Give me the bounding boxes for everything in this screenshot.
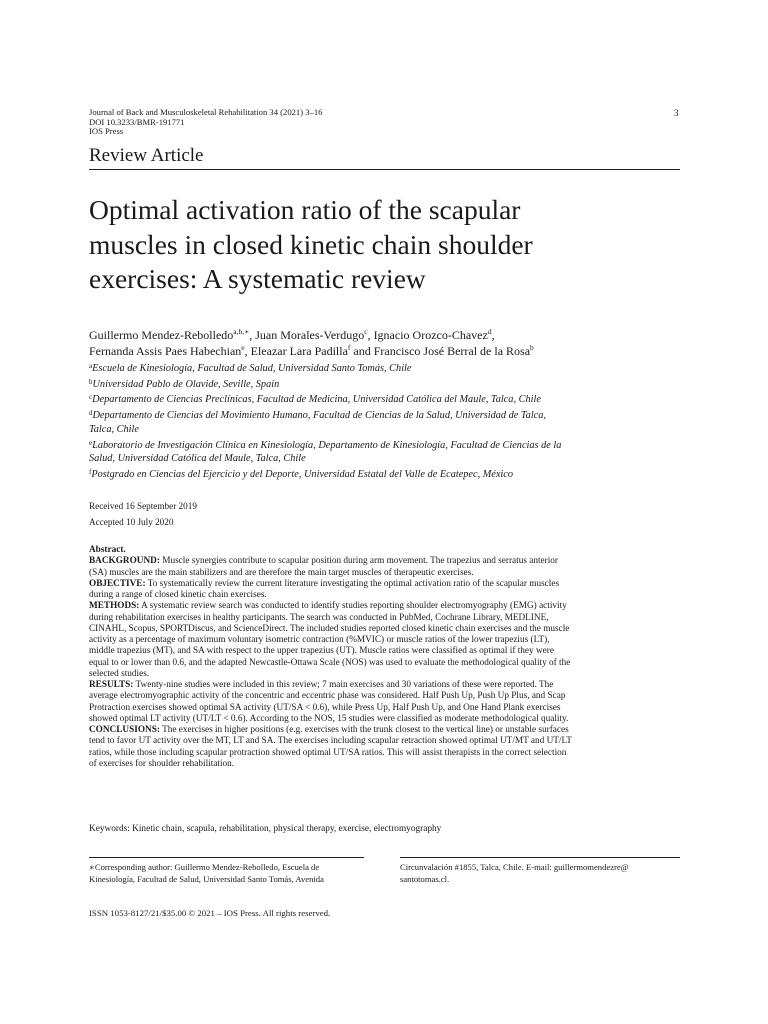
abstract-line: [89, 624, 681, 635]
footnote-line: santotomas.cl.: [400, 873, 450, 884]
abstract-line: [89, 635, 681, 646]
journal-header: [89, 108, 322, 137]
abstract-text: CINAHL, Scopus, SPORTDiscus, and ScienceDirect. The included studies reported closed kinetic chain exercises and the muscle: [89, 623, 570, 634]
author-affil-mark: f: [347, 343, 351, 352]
affil-mark: e: [89, 438, 93, 447]
affil-text: Universidad Pablo de Olavide, Seville, Spain: [92, 378, 280, 390]
affil-mark: f: [89, 467, 92, 476]
author-affil-mark: b: [530, 343, 534, 352]
footnote-line: ∗Corresponding author: Guillermo Mendez-Rebolledo, Escuela de: [89, 862, 320, 872]
author-name: Guillermo Mendez-Rebolledo: [89, 328, 234, 342]
abstract-heading: Abstract.: [89, 545, 126, 555]
abstract-text: To systematically review the current literature investigating the optimal activation ratio of the scapular muscles: [145, 578, 560, 589]
abstract-section-label: CONCLUSIONS:: [89, 725, 160, 735]
author-separator: ,: [491, 328, 495, 342]
affil-mark: d: [89, 409, 93, 418]
abstract-line: [89, 680, 681, 691]
abstract-line: [89, 658, 681, 669]
abstract-section-label: BACKGROUND:: [89, 556, 160, 567]
abstract-line: [89, 601, 681, 612]
corresponding-author-note-cont: [400, 862, 685, 885]
abstract-text: A systematic review search was conducted to identify studies reporting shoulder electromyography (EMG) activity: [139, 601, 567, 612]
author-line: [89, 327, 689, 343]
abstract-line: [89, 590, 681, 601]
affiliation: [89, 376, 681, 392]
affil-text: Departamento de Ciencias Preclínicas, Facultad de Medicina, Universidad Católica del Maule, Talca, Chile: [92, 394, 541, 406]
affil-text: Departamento de Ciencias del Movimiento Humano, Facultad de Ciencias de la Salud, Universidad de Talca,: [92, 410, 546, 422]
author-affil-mark: c: [364, 327, 368, 336]
author-line: [89, 343, 689, 359]
abstract-text: selected studies.: [89, 668, 150, 679]
title-line: Optimal activation ratio of the scapular: [89, 194, 521, 225]
title-line: exercises: A systematic review: [89, 263, 426, 294]
abstract-text: Twenty-nine studies were included in this review; 7 main exercises and 30 variations of these were reported. The: [133, 680, 554, 690]
affiliation: [89, 360, 681, 376]
affil-text: Postgrado en Ciencias del Ejercicio y del Deporte, Universidad Estatal del Valle de Ecatepec, México: [91, 468, 514, 480]
abstract: [89, 545, 681, 770]
history-dates: [89, 499, 197, 530]
keywords: Keywords: Kinetic chain, scapula, rehabilitation, physical therapy, exercise, electromyography: [89, 824, 442, 834]
abstract-line: [89, 759, 681, 770]
header-rule: [89, 169, 680, 170]
affiliations: [89, 360, 681, 482]
abstract-section-label: METHODS:: [89, 601, 140, 612]
abstract-line: [89, 703, 681, 714]
abstract-line: [89, 748, 681, 759]
issn-copyright: ISSN 1053-8127/21/$35.00 © 2021 – IOS Press. All rights reserved.: [89, 908, 331, 918]
abstract-line: [89, 579, 681, 590]
abstract-text: average electromyographic activity of the concentric and eccentric phase was considered. Half Push Up, Push Up Plus, and Scap: [89, 691, 566, 702]
abstract-line: [89, 556, 681, 567]
abstract-line: [89, 568, 681, 579]
abstract-line: [89, 736, 681, 747]
title-line: muscles in closed kinetic chain shoulder: [89, 228, 533, 260]
affiliation: [89, 391, 681, 407]
paper-title: [89, 193, 689, 297]
abstract-body: [89, 556, 681, 770]
abstract-text: of exercises for shoulder rehabilitation.: [89, 758, 235, 769]
affil-mark: b: [89, 377, 93, 386]
affil-text: Escuela de Kinesiología, Facultad de Salud, Universidad Santo Tomás, Chile: [92, 363, 412, 374]
author-name: Fernanda Assis Paes Habechian: [89, 344, 242, 358]
author-affil-mark: d: [487, 327, 492, 336]
abstract-line: [89, 669, 681, 680]
abstract-text: during rehabilitation exercises in healthy participants. The search was conducted in PubMed, Cochrane Library, MEDLINE,: [89, 612, 549, 623]
abstract-text: showed optimal LT activity (UT/LT < 0.6). According to the NOS, 15 studies were classified as moderate methodological quality.: [89, 713, 569, 724]
affiliation: [89, 437, 681, 453]
page-number: 3: [674, 108, 679, 118]
footnote-line: Circunvalación #1855, Talca, Chile. E-mail: guillermomendezre@: [400, 862, 629, 872]
author-list: [89, 327, 689, 359]
affiliation: [89, 407, 681, 423]
author-affil-mark: a,b,∗: [233, 327, 250, 336]
abstract-text: Protraction exercises showed optimal SA activity (UT/SA < 0.6), while Press Up, Half Push Up, and One Hand Plank exercises: [89, 702, 561, 713]
affil-mark: a: [89, 362, 93, 370]
author-name: , Eleazar Lara Padilla: [244, 344, 348, 358]
abstract-text: The exercises in higher positions (e.g. exercises with the trunk closest to the vertical line) or unstable surfaces: [159, 725, 569, 735]
author-name: and Francisco José Berral de la Rosa: [350, 344, 531, 358]
abstract-section-label: RESULTS:: [89, 680, 134, 690]
abstract-text: tend to favor UT activity over the MT, LT and SA. The exercises including scapular retraction showed optimal UT/MT and UT/LT: [89, 736, 572, 747]
accepted-date: Accepted 10 July 2020: [89, 516, 174, 527]
footnote-rule: [400, 857, 680, 858]
affiliation: [89, 466, 681, 482]
received-date: Received 16 September 2019: [89, 501, 197, 511]
abstract-text: ratios, while those including scapular protraction showed optimal UT/SA ratios. This will assist therapists in the correct selection: [89, 747, 567, 758]
publisher: IOS Press: [89, 126, 124, 137]
abstract-line: [89, 646, 681, 657]
doi: DOI 10.3233/BMR-191771: [89, 116, 185, 127]
abstract-text: Muscle synergies contribute to scapular position during arm movement. The trapezius and serratus anterior: [159, 556, 558, 567]
author-name: , Juan Morales-Verdugo: [249, 328, 365, 342]
affiliation-cont: Salud, Universidad Católica del Maule, Talca, Chile: [89, 453, 306, 465]
abstract-text: activity as a percentage of maximum voluntary isometric contraction (%MVIC) or muscle ratios of the lower trapezius (LT),: [89, 635, 550, 645]
abstract-section-label: OBJECTIVE:: [89, 578, 146, 589]
abstract-line: [89, 725, 681, 736]
article-type: Review Article: [89, 145, 204, 166]
corresponding-author-note: [89, 862, 374, 885]
footnote-line: Kinesiología, Facultad de Salud, Universidad Santo Tomás, Avenida: [89, 873, 324, 884]
abstract-text: (SA) muscles are the main stabilizers and are therefore the main target muscles of therapeutic exercises.: [89, 567, 474, 578]
abstract-line: [89, 714, 681, 725]
abstract-text: during a range of closed kinetic chain exercises.: [89, 590, 267, 600]
footnote-rule: [89, 857, 364, 858]
affiliation-cont: Talca, Chile: [89, 423, 139, 435]
abstract-text: equal to or lower than 0.6, and the adapted Newcastle-Ottawa Scale (NOS) was used to evaluate the methodological quality of the: [89, 657, 571, 668]
abstract-line: [89, 613, 681, 624]
author-affil-mark: e: [241, 343, 245, 352]
abstract-line: [89, 691, 681, 702]
journal-citation: Journal of Back and Musculoskeletal Rehabilitation 34 (2021) 3–16: [89, 107, 323, 117]
affil-text: Laboratorio de Investigación Clínica en Kinesiología, Departamento de Kinesiología, Facultad de Ciencias de la: [92, 439, 562, 451]
affil-mark: c: [89, 393, 93, 402]
abstract-text: middle trapezius (MT), and SA with respect to the upper trapezius (UT). Muscle ratios were classified as optimal if they were: [89, 646, 554, 657]
author-name: , Ignacio Orozco-Chavez: [367, 328, 488, 342]
